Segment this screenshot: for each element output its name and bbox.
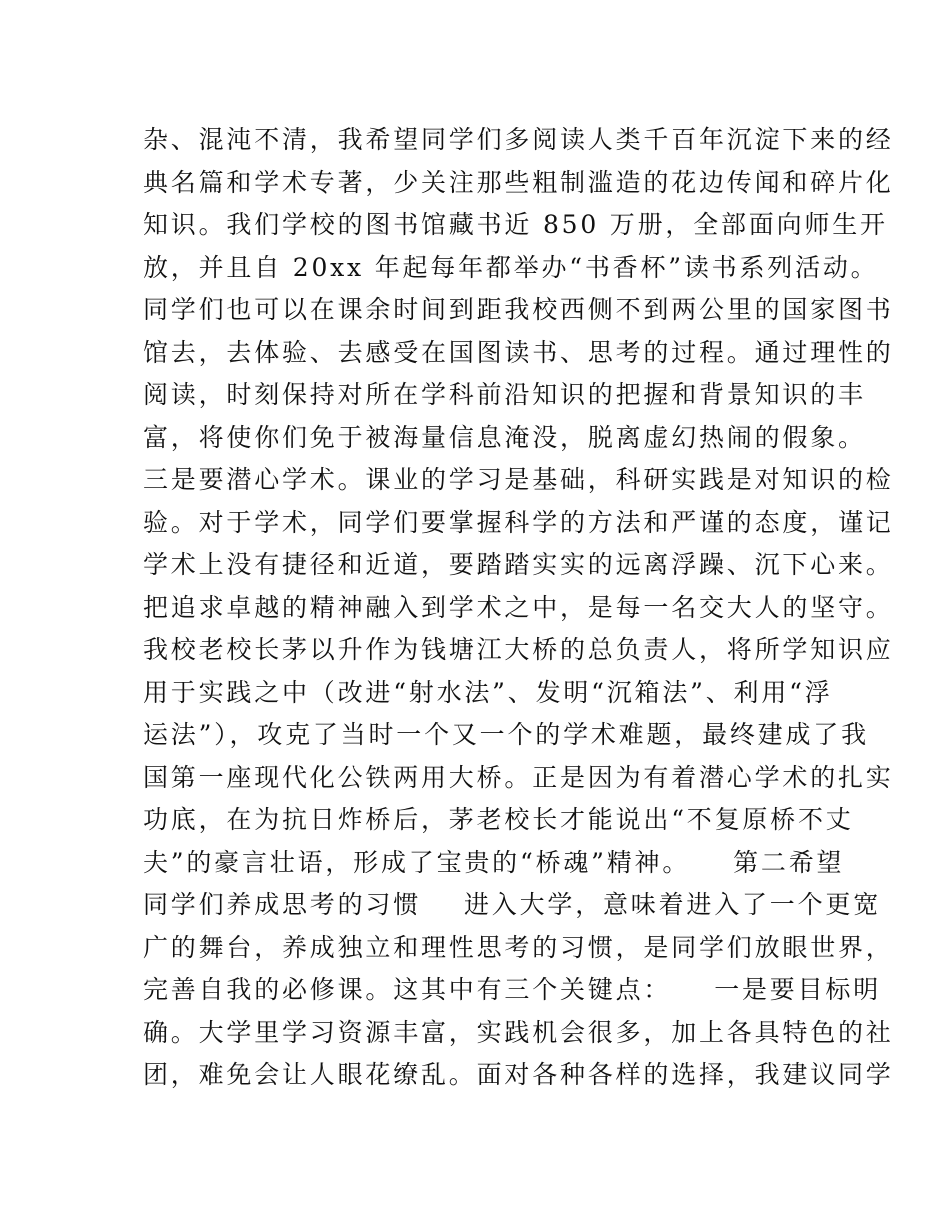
text-line: 广的舞台，养成独立和理性思考的习惯，是同学们放眼世界， [143,932,894,962]
text-line: 验。对于学术，同学们要掌握科学的方法和严谨的态度，谨记 [143,507,894,537]
text-line: 我校老校长茅以升作为钱塘江大桥的总负责人，将所学知识应 [143,635,894,664]
text-line: 功底，在为抗日炸桥后，茅老校长才能说出“不复原桥不丈 [143,805,854,834]
text-line: 把追求卓越的精神融入到学术之中，是每一名交大人的坚守。 [143,592,894,622]
text-line: 杂、混沌不清，我希望同学们多阅读人类千百年沉淀下来的经 [143,125,894,154]
body-text [143,119,894,1097]
text-line: 完善自我的必修课。这其中有三个关键点： 一是要目标明 [143,975,881,1004]
text-line: 富，将使你们免于被海量信息淹没，脱离虚幻热闹的假象。 [143,422,866,452]
text-line: 团，难免会让人眼花缭乱。面对各种各样的选择，我建议同学 [143,1060,894,1089]
text-line: 运法”），攻克了当时一个又一个的学术难题，最终建成了我 [143,720,869,749]
text-line: 确。大学里学习资源丰富，实践机会很多，加上各具特色的社 [143,1017,894,1047]
text-line: 典名篇和学术专著，少关注那些粗制滥造的花边传闻和碎片化 [143,167,894,197]
text-line: 夫”的豪言壮语，形成了宝贵的“桥魂”精神。 第二希望 [143,847,845,877]
text-line: 放，并且自 20xx 年起每年都举办“书香杯”读书系列活动。 [143,252,879,282]
text-line: 阅读，时刻保持对所在学科前沿知识的把握和背景知识的丰 [143,380,866,409]
text-line: 知识。我们学校的图书馆藏书近 850 万册，全部面向师生开 [143,210,888,239]
text-line: 同学们养成思考的习惯 进入大学，意味着进入了一个更宽 [143,890,881,919]
text-line: 三是要潜心学术。课业的学习是基础，科研实践是对知识的检 [143,465,894,494]
text-line: 同学们也可以在课余时间到距我校西侧不到两公里的国家图书 [143,295,894,324]
text-line: 学术上没有捷径和近道，要踏踏实实的远离浮躁、沉下心来。 [143,550,894,579]
text-line: 用于实践之中（改进“射水法”、发明“沉箱法”、利用“浮 [143,677,833,707]
text-line: 国第一座现代化公铁两用大桥。正是因为有着潜心学术的扎实 [143,762,894,792]
text-line: 馆去，去体验、去感受在国图读书、思考的过程。通过理性的 [143,337,894,367]
